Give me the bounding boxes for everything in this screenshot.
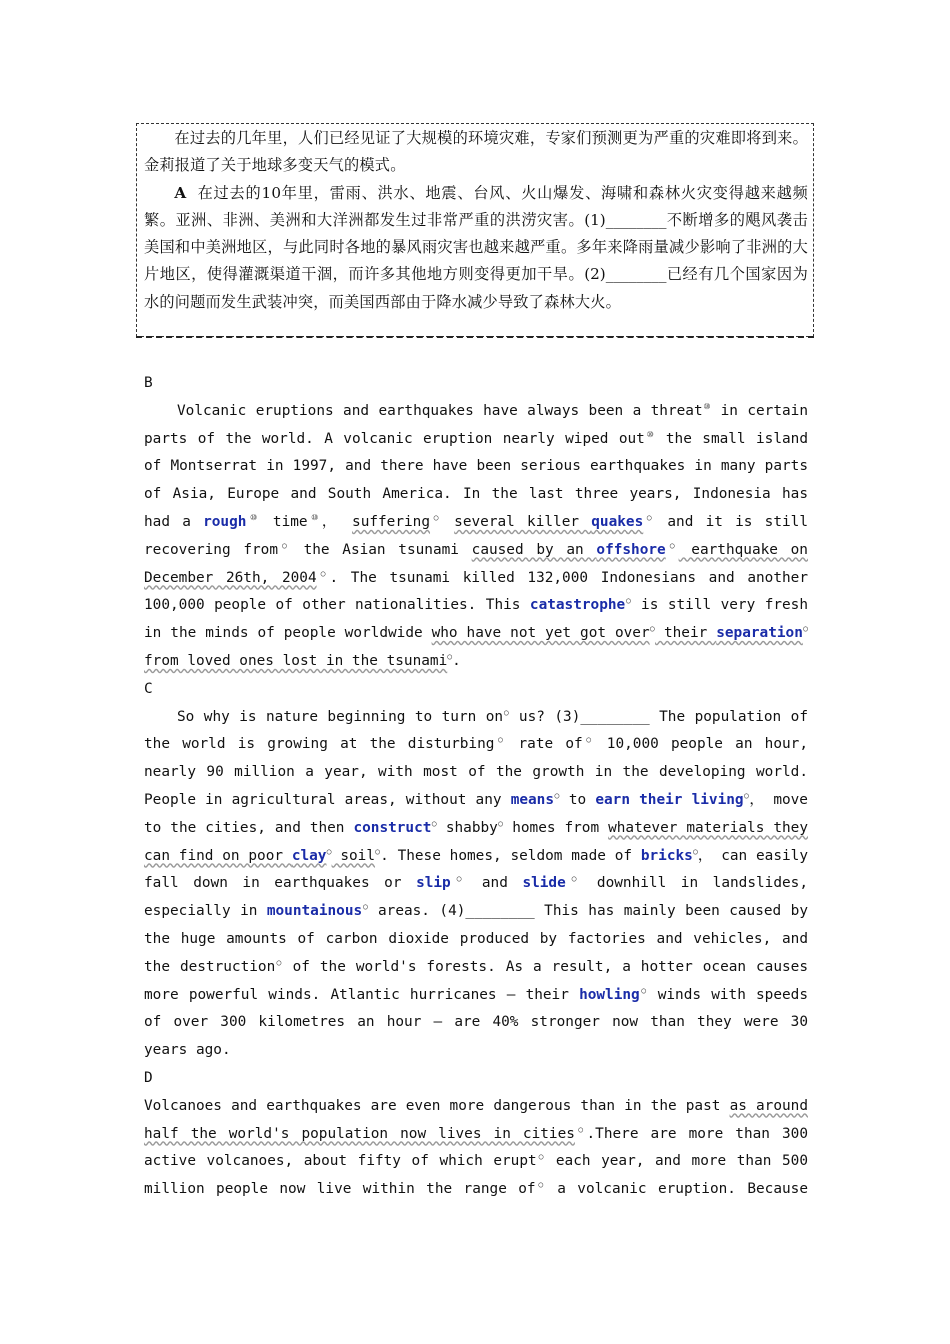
note-marker: ⑩ [702, 401, 712, 411]
note-marker: ○ [536, 1152, 546, 1162]
note-marker: ○ [643, 512, 656, 522]
paragraph-b: Volcanic eruptions and earthquakes have always been a threat⑩ in certain parts of the world. A volcanic eruption nearly wiped out⑩ the small island of Montserrat in 1997, and there have been serious earthquakes in many parts of Asia, Europe and South America. In the last three years, Indonesia has had a rough⑩ time⑩， suffering○ several killer quakes○ and it is still recovering from○ the Asian tsunami caused by an offshore○ earthquake on December 26th, 2004○. The tsunami killed 132,000 Indonesians and another 100,000 people of other nationalities. This catastrophe○ is still very fresh in the minds of people worldwide who have not yet got over○ their separation○ from loved ones lost in the tsunami○. [144, 401, 809, 669]
note-marker: ○ [649, 624, 656, 634]
note-marker: ○ [503, 707, 510, 717]
phrase-loved-ones: from loved ones lost in the tsunami [144, 652, 448, 669]
note-marker: ○ [692, 846, 698, 856]
keyword-earn-their-living: earn their living [595, 791, 744, 808]
section-a-label: A [174, 183, 187, 202]
blank-1[interactable]: (1)________ [584, 210, 667, 229]
phrase-got-over: who have not yet got over [431, 625, 650, 642]
note-marker: ○ [450, 874, 468, 884]
keyword-means: means [510, 791, 555, 808]
phrase-half-population: as around half the world's population now lives in cities [144, 1097, 808, 1142]
note-marker: ○ [802, 624, 808, 634]
section-b-heading: B [144, 375, 153, 391]
keyword-slide: slide [522, 875, 566, 892]
note-marker: ○ [743, 790, 750, 800]
keyword-clay: clay [291, 847, 327, 864]
keyword-mountainous: mountainous [266, 903, 363, 920]
note-marker: ○ [535, 1180, 546, 1190]
chinese-para-1: 在过去的10年里，雷雨、洪水、地震、台风、火山爆发、海啸和森林火灾变得越来越频繁。亚洲、非洲、美洲和大洋洲都发生过非常严重的洪涝灾害。 [144, 183, 808, 229]
note-marker: ○ [447, 651, 453, 661]
note-marker: ○ [316, 568, 330, 578]
blank-2[interactable]: (2)________ [584, 265, 667, 284]
note-marker: ○ [430, 512, 442, 522]
note-marker: ○ [639, 985, 648, 995]
note-marker: ○ [497, 818, 504, 828]
note-marker: ⑩ [307, 512, 322, 522]
keyword-offshore: offshore [596, 541, 666, 558]
phrase-several-killer: several killer [454, 513, 592, 530]
note-marker: ○ [494, 735, 507, 745]
paragraph-c: So why is nature beginning to turn on○ us? (3)________ The population of the world is growing at the disturbing○ rate of○ 10,000 people an hour, nearly 90 million a year, with most of the growth in the developing world. People in agricultural areas, without any means○ to earn their living○， move to the cities, and then construct○ shabby○ homes from whatever materials they can find on poor clay○ soil○. These homes, seldom made of bricks○， can easily fall down in earthquakes or slip○ and slide○ downhill in landslides, especially in mountainous○ areas. (4)________ This has mainly been caused by the huge amounts of carbon dioxide produced by factories and vehicles, and the destruction○ of the world's forests. As a result, a hotter ocean causes more powerful winds. Atlantic hurricanes — their howling○ winds with speeds of over 300 kilometres an hour — are 40% stronger now than they were 30 years ago. [144, 707, 809, 1059]
keyword-slip: slip [416, 875, 451, 892]
paragraph-d: Volcanoes and earthquakes are even more dangerous than in the past as around half the world's population now lives in cities○.There are more than 300 active volcanoes, about fifty of which erupt○ each year, and more than 500 million people now live within the range of○ a volcanic eruption. Because [144, 1097, 808, 1198]
note-marker: ○ [326, 846, 332, 856]
note-marker: ○ [431, 818, 437, 828]
note-marker: ○ [275, 957, 283, 967]
phrase-whatever-materials: whatever materials they can find on poor [144, 819, 808, 864]
english-passage [144, 370, 808, 1204]
phrase-earthquake-date: earthquake on December 26th, 2004 [144, 541, 808, 586]
section-d-heading: D [144, 1069, 153, 1086]
blank-3[interactable]: (3)________ [554, 708, 650, 725]
note-marker: ○ [665, 540, 679, 550]
chinese-intro: 在过去的几年里，人们已经见证了大规模的环境灾难，专家们预测更为严重的灾难即将到来。金莉报道了关于地球多变天气的模式。 [144, 129, 808, 175]
blank-4[interactable]: (4)________ [439, 903, 535, 920]
note-marker: ⑩ [246, 512, 261, 522]
chinese-summary [144, 125, 808, 316]
note-marker: ○ [362, 902, 369, 912]
chinese-para-3: 已经有几个国家因为水的问题而发生武装冲突，而美国西部由于降水减少导致了森林大火。 [144, 265, 808, 311]
note-marker: ○ [375, 846, 381, 856]
note-marker: ○ [574, 1124, 587, 1134]
note-marker: ○ [582, 735, 595, 745]
chinese-para-2: 不断增多的飓风袭击美国和中美洲地区，与此同时各地的暴风雨灾害也越来越严重。多年来降雨量减少影响了非洲的大片地区，使得灌溉渠道干涸，而许多其他地方则变得更加干旱。 [144, 210, 808, 284]
note-marker: ○ [278, 540, 291, 550]
note-marker: ○ [565, 874, 583, 884]
note-marker: ⑩ [644, 429, 656, 439]
chinese-section-a [144, 180, 808, 316]
keyword-quakes: quakes [591, 513, 644, 530]
keyword-bricks: bricks [640, 847, 693, 864]
note-marker: ○ [625, 596, 632, 606]
phrase-caused-by: caused by an [471, 541, 597, 558]
keyword-rough: rough [203, 513, 247, 530]
keyword-howling: howling [579, 986, 640, 1003]
phrase-suffering: suffering [352, 513, 431, 530]
keyword-construct: construct [353, 819, 432, 836]
keyword-catastrophe: catastrophe [529, 597, 626, 614]
keyword-separation: separation [716, 625, 803, 642]
note-marker: ○ [554, 790, 560, 800]
section-c-heading: C [144, 680, 153, 697]
